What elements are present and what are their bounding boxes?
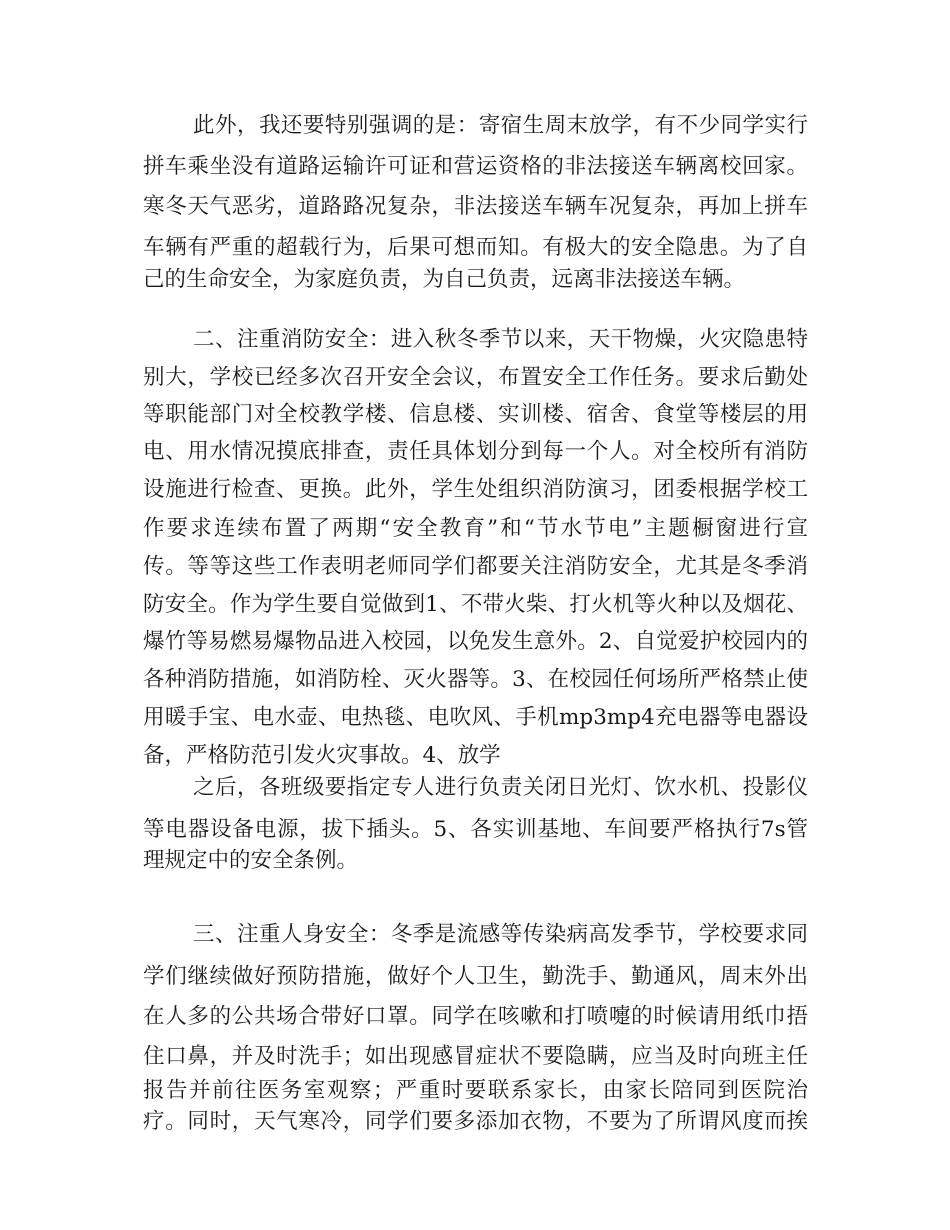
paragraph-line: 等职能部门对全校教学楼、信息楼、实训楼、宿舍、食堂等楼层的用 — [143, 402, 808, 427]
paragraph-line: 拼车乘坐没有道路运输许可证和营运资格的非法接送车辆离校回家。 — [143, 154, 808, 179]
paragraph-line: 防安全。作为学生要自觉做到1、不带火柴、打火机等火种以及烟花、 — [143, 592, 808, 617]
paragraph-line: 车辆有严重的超载行为，后果可想而知。有极大的安全隐患。为了自 — [143, 235, 808, 260]
paragraph-line: 别大，学校已经多次召开安全会议，布置安全工作任务。要求后勤处 — [143, 365, 808, 390]
paragraph-line: 此外，我还要特别强调的是：寄宿生周末放学，有不少同学实行 — [193, 113, 808, 138]
paragraph-line: 学们继续做好预防措施，做好个人卫生，勤洗手、勤通风，周末外出 — [143, 964, 808, 989]
paragraph-line: 在人多的公共场合带好口罩。同学在咳嗽和打喷嚏的时候请用纸巾捂 — [143, 1004, 808, 1029]
paragraph-line: 传。等等这些工作表明老师同学们都要关注消防安全，尤其是冬季消 — [143, 554, 808, 579]
paragraph-line: 用暖手宝、电水壶、电热毯、电吹风、手机mp3mp4充电器等电器设 — [143, 705, 808, 730]
paragraph-line: 报告并前往医务室观察；严重时要联系家长，由家长陪同到医院治 — [143, 1078, 808, 1103]
paragraph-line: 爆竹等易燃易爆物品进入校园，以免发生意外。2、自觉爱护校园内的 — [143, 629, 808, 654]
paragraph-line: 电、用水情况摸底排查，责任具体划分到每一个人。对全校所有消防 — [143, 439, 808, 464]
paragraph-line: 寒冬天气恶劣，道路路况复杂，非法接送车辆车况复杂，再加上拼车 — [143, 194, 808, 219]
paragraph-line: 备，严格防范引发火灾事故。4、放学 — [143, 743, 501, 768]
paragraph-line: 作要求连续布置了两期“安全教育”和“节水节电”主题橱窗进行宣 — [143, 516, 808, 541]
paragraph-line: 设施进行检查、更换。此外，学生处组织消防演习，团委根据学校工 — [143, 477, 808, 502]
paragraph-line: 住口鼻，并及时洗手；如出现感冒症状不要隐瞒，应当及时向班主任 — [143, 1044, 808, 1069]
paragraph-line: 之后，各班级要指定专人进行负责关闭日光灯、饮水机、投影仪 — [193, 775, 808, 800]
paragraph-line: 理规定中的安全条例。 — [143, 848, 359, 873]
paragraph-line: 三、注重人身安全：冬季是流感等传染病高发季节，学校要求同 — [193, 922, 808, 947]
paragraph-line: 等电器设备电源，拔下插头。5、各实训基地、车间要严格执行7s管 — [143, 817, 808, 842]
paragraph-line: 二、注重消防安全：进入秋冬季节以来，天干物燥，火灾隐患特 — [193, 327, 808, 352]
paragraph-line: 各种消防措施，如消防栓、灭火器等。3、在校园任何场所严格禁止使 — [143, 667, 808, 692]
paragraph-line: 己的生命安全，为家庭负责，为自己负责，远离非法接送车辆。 — [143, 267, 746, 292]
paragraph-line: 疗。同时，天气寒冷，同学们要多添加衣物，不要为了所谓风度而挨 — [143, 1109, 808, 1134]
